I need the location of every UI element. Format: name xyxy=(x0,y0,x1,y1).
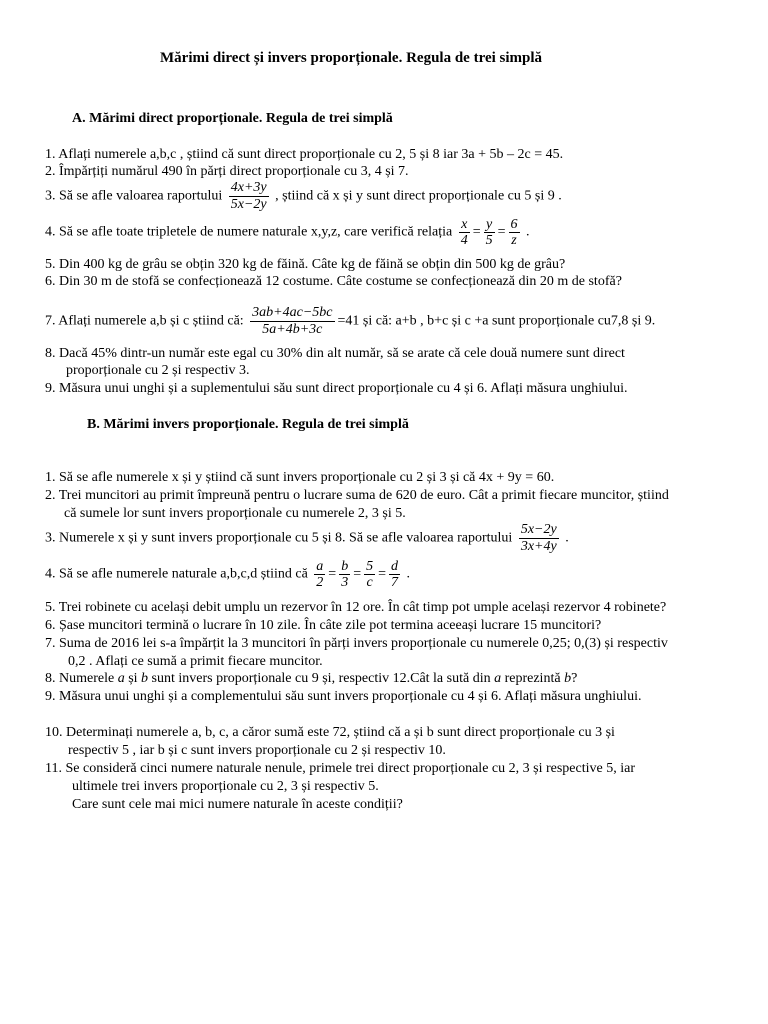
problem-a4 xyxy=(45,217,530,248)
numerator: a xyxy=(316,559,324,574)
problem-b8-text: și xyxy=(124,671,142,686)
problem-b7-line2: 0,2 . Aflați ce sumă a primit fiecare muncitor. xyxy=(68,654,323,669)
ratio-numerator: 4x+3y xyxy=(230,180,267,195)
problem-b8-text: ? xyxy=(571,671,578,686)
expression-fraction xyxy=(250,305,334,338)
denominator: 4 xyxy=(460,233,468,248)
problem-a4-text: 4. Să se afle toate tripletele de numere naturale x,y,z, care verifică relația xyxy=(45,224,453,240)
problem-b8-text: reprezintă xyxy=(501,671,565,686)
variable-b: b xyxy=(141,671,149,686)
ratio-numerator: 5x−2y xyxy=(520,522,557,537)
fraction-y-5 xyxy=(484,217,495,248)
problem-a2: 2. Împărțiți numărul 490 în părți direct proporționale cu 3, 4 și 7. xyxy=(45,164,409,179)
problem-a8-line2: proporționale cu 2 și respectiv 3. xyxy=(66,363,250,378)
page-title: Mărimi direct și invers proporționale. Regula de trei simplă xyxy=(160,50,543,66)
problem-a5: 5. Din 400 kg de grâu se obțin 320 kg de făină. Câte kg de făină se obțin din 500 kg de grâu? xyxy=(45,257,566,272)
variable-b: b xyxy=(564,671,572,686)
problem-b6: 6. Șase muncitori termină o lucrare în 10 zile. În câte zile pot termina aceeași lucrare 15 muncitori? xyxy=(45,618,602,633)
section-a-heading: A. Mărimi direct proporționale. Regula de trei simplă xyxy=(72,111,393,126)
fraction-6-z xyxy=(509,217,520,248)
problem-b5: 5. Trei robinete cu același debit umplu un rezervor în 12 ore. În cât timp pot umple același rezervor 4 robinete? xyxy=(45,600,667,615)
problem-a3 xyxy=(45,180,562,213)
denominator: 2 xyxy=(316,575,324,590)
denominator: 5 xyxy=(485,233,493,248)
fraction-a-2 xyxy=(314,559,325,590)
problem-b11-line3: Care sunt cele mai mici numere naturale în aceste condiții? xyxy=(72,797,403,812)
numerator: x xyxy=(459,217,470,233)
problem-a9: 9. Măsura unui unghi și a suplementului său sunt direct proporționale cu 4 și 6. Aflați măsura unghiului. xyxy=(45,381,628,396)
variable-a: a xyxy=(494,671,502,686)
denominator: 3 xyxy=(341,575,349,590)
problem-a7 xyxy=(45,305,655,338)
problem-b2-line1: 2. Trei muncitori au primit împreună pentru o lucrare suma de 620 de euro. Cât a primit fiecare muncitor, știind xyxy=(45,488,669,503)
ratio-fraction xyxy=(229,180,269,213)
problem-a8-line1: 8. Dacă 45% dintr-un număr este egal cu 30% din alt număr, să se arate că cele două numere sunt direct xyxy=(45,346,625,361)
problem-a6: 6. Din 30 m de stofă se confecționează 12 costume. Câte costume se confecționează din 20 m de stofă? xyxy=(45,274,622,289)
problem-b11-line1: 11. Se consideră cinci numere naturale nenule, primele trei direct proporționale cu 2, 3 și respective 5, iar xyxy=(45,761,635,776)
equals-sign: = xyxy=(353,566,362,582)
fraction-5-c xyxy=(364,559,375,590)
equals-sign: = xyxy=(472,224,481,240)
problem-a3-text: 3. Să se afle valoarea raportului xyxy=(45,188,223,204)
problem-b8 xyxy=(45,670,577,687)
problem-b7-line1: 7. Suma de 2016 lei s-a împărțit la 3 muncitori în părți invers proporționale cu numerele 0,25; 0,(3) și respectiv xyxy=(45,636,668,651)
problem-a7-text: 7. Aflați numerele a,b și c știind că: xyxy=(45,313,244,329)
ratio-denominator: 3x+4y xyxy=(520,539,557,554)
problem-b1: 1. Să se afle numerele x și y știind că sunt invers proporționale cu 2 și 3 și că 4x + 9y = 60. xyxy=(45,470,555,485)
equals-value: =41 xyxy=(337,313,360,329)
problem-b3-tail: . xyxy=(565,530,569,546)
equals-sign: = xyxy=(497,224,506,240)
ratio-denominator: 5x−2y xyxy=(230,197,267,212)
problem-b11-line2: ultimele trei invers proporționale cu 2, 3 și respectiv 5. xyxy=(72,779,379,794)
problem-a1: 1. Aflați numerele a,b,c , știind că sunt direct proporționale cu 2, 5 și 8 iar 3a + 5b – 2c = 45. xyxy=(45,147,564,162)
problem-b8-text: sunt invers proporționale cu 9 și, respectiv 12.Cât la sută din xyxy=(148,671,495,686)
problem-b10-line2: respectiv 5 , iar b și c sunt invers proporționale cu 2 și respectiv 10. xyxy=(68,743,446,758)
variable-a: a xyxy=(117,671,125,686)
problem-a7-tail: și că: a+b , b+c și c +a sunt proporționale cu7,8 și 9. xyxy=(359,313,656,329)
equals-sign: = xyxy=(378,566,386,582)
problem-b4-tail: . xyxy=(406,566,410,582)
numerator: y xyxy=(484,217,495,233)
problem-b4-text: 4. Să se afle numerele naturale a,b,c,d știind că xyxy=(45,566,308,582)
denominator: z xyxy=(511,233,517,248)
problem-b3 xyxy=(45,522,569,555)
problem-b2-line2: că sumele lor sunt invers proporționale cu numerele 2, 3 și 5. xyxy=(64,506,406,521)
expression-numerator: 3ab+4ac−5bc xyxy=(252,305,333,320)
numerator: b xyxy=(341,559,349,574)
problem-a4-tail: . xyxy=(526,224,530,240)
problem-b9: 9. Măsura unui unghi și a complementului său sunt invers proporționale cu 4 și 6. Aflați măsura unghiului. xyxy=(45,689,642,704)
section-b-heading: B. Mărimi invers proporționale. Regula de trei simplă xyxy=(87,417,409,432)
numerator: 5 xyxy=(366,559,374,574)
problem-b4 xyxy=(45,559,410,590)
ratio-fraction xyxy=(519,522,559,555)
numerator: 6 xyxy=(510,217,518,232)
equals-sign: = xyxy=(328,566,337,582)
fraction-x-4 xyxy=(459,217,470,248)
problem-b8-text: 8. Numerele xyxy=(45,671,118,686)
problem-b10-line1: 10. Determinați numerele a, b, c, a căror sumă este 72, știind că a și b sunt direct proporționale cu 3 și xyxy=(45,725,615,740)
expression-denominator: 5a+4b+3c xyxy=(262,322,323,337)
problem-b3-text: 3. Numerele x și y sunt invers proporționale cu 5 și 8. Să se afle valoarea raportului xyxy=(45,530,513,546)
fraction-b-3 xyxy=(339,559,350,590)
denominator: 7 xyxy=(391,575,398,590)
denominator: c xyxy=(366,575,373,590)
numerator: d xyxy=(391,559,398,574)
problem-a3-tail: , știind că x și y sunt direct proporționale cu 5 și 9 . xyxy=(275,188,562,204)
fraction-d-7 xyxy=(389,559,400,590)
